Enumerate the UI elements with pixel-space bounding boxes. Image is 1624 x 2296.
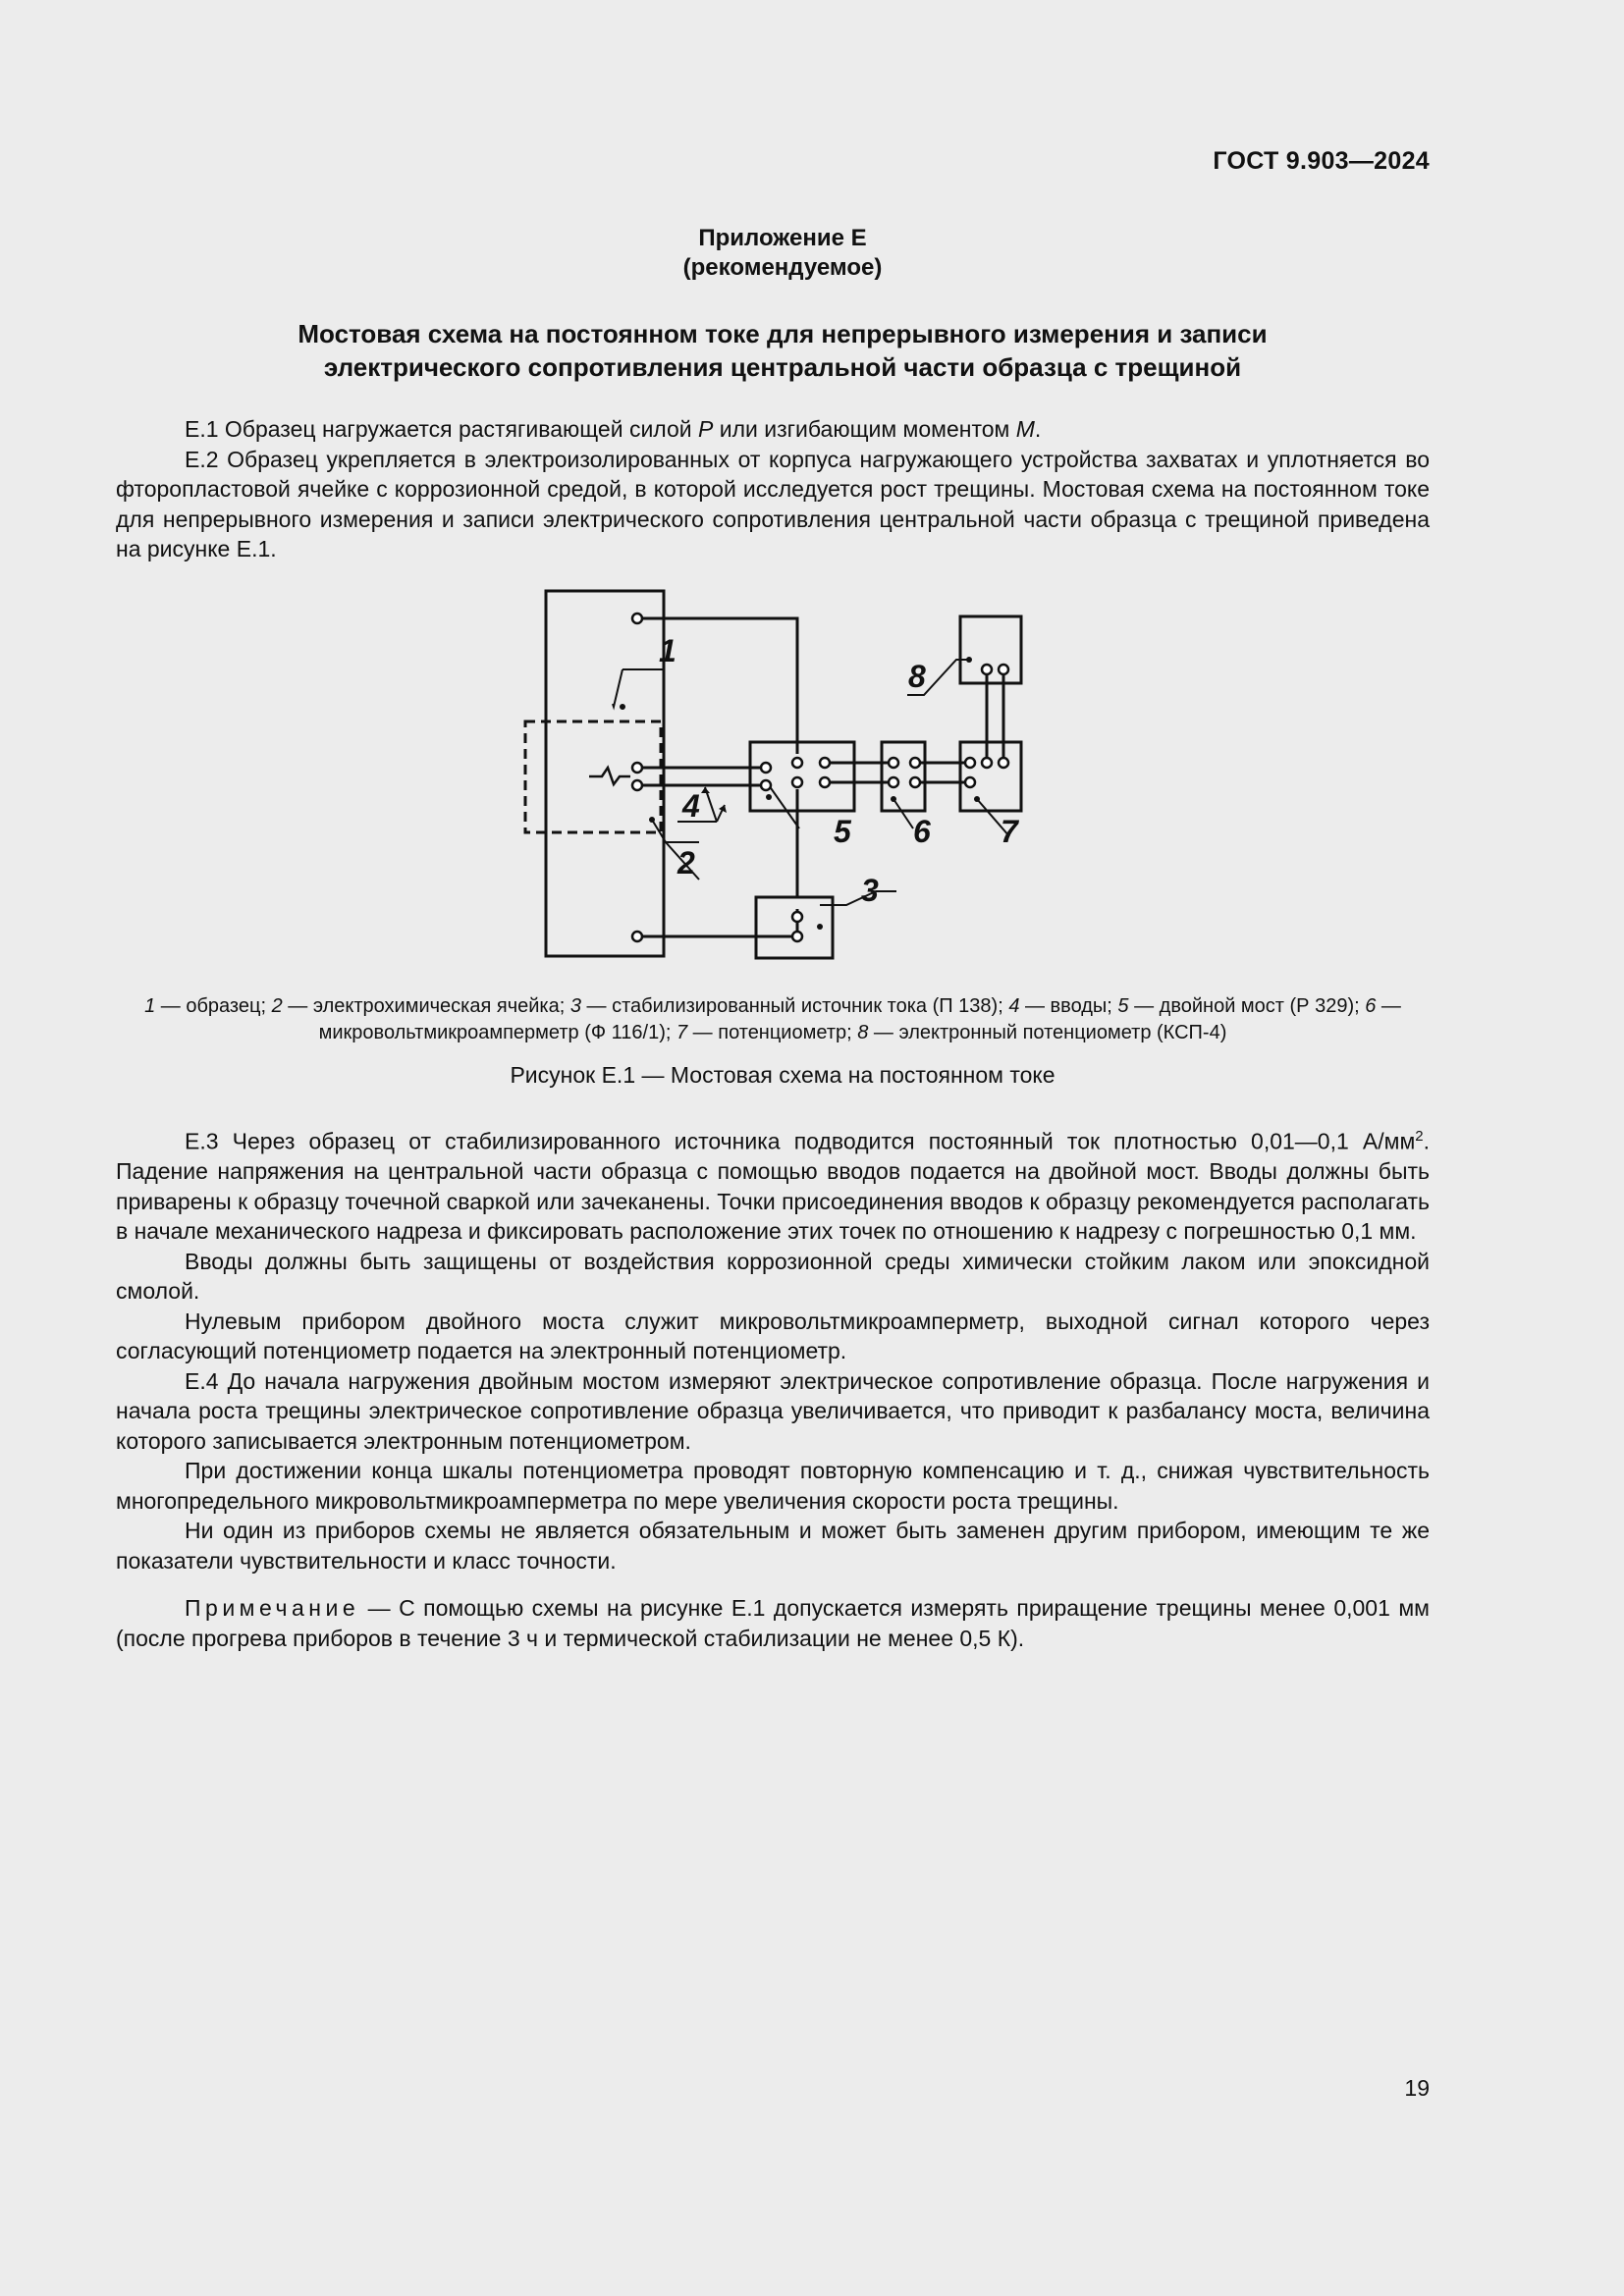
- legend-num: 6: [1365, 995, 1377, 1017]
- e1-text-mid: или изгибающим моментом: [713, 416, 1016, 442]
- label-3: 3: [861, 873, 879, 908]
- e3-superscript: 2: [1415, 1128, 1424, 1145]
- figure-caption: Рисунок Е.1 — Мостовая схема на постоянном токе: [510, 1062, 1056, 1088]
- standard-code: ГОСТ 9.903—2024: [1213, 147, 1430, 175]
- legend-num: 8: [857, 1022, 869, 1043]
- legend-num: 3: [569, 995, 581, 1017]
- page-number: 19: [1404, 2075, 1430, 2101]
- legend-text: — стабилизированный источник тока (П 138);: [580, 995, 1009, 1017]
- paragraph-compensation: При достижении конца шкалы потенциометра проводят повторную компенсацию и т. д., снижая чувствительность многопредельного микровольтмикроамперметра по мере увеличения скорости роста трещины.: [116, 1458, 1430, 1514]
- appendix-status: (рекомендуемое): [682, 254, 883, 281]
- e1-text: Е.1 Образец нагружается растягивающей силой: [185, 416, 699, 442]
- label-1: 1: [659, 633, 677, 668]
- legend-num: 4: [1008, 995, 1020, 1017]
- paragraph-e3: [116, 1122, 1430, 1247]
- paragraph-null-device: Нулевым прибором двойного моста служит микровольтмикроамперметр, выходной сигнал которого через согласующий потенциометр подается на электронный потенциометр.: [116, 1308, 1430, 1364]
- legend-text: — электронный потенциометр (КСП-4): [868, 1022, 1227, 1043]
- label-4: 4: [682, 788, 700, 824]
- e3-text: Е.3 Через образец от стабилизированного источника подводится постоянный ток плотностью 0,01—0,1 А/мм: [185, 1128, 1416, 1154]
- label-8: 8: [908, 659, 926, 694]
- legend-num: 5: [1117, 995, 1129, 1017]
- section-title-line-2: электрического сопротивления центральной части образца с трещиной: [323, 352, 1242, 382]
- legend-text: — образец;: [155, 995, 272, 1017]
- appendix-heading: [0, 224, 1565, 283]
- figure-legend: [116, 993, 1430, 1046]
- legend-num: 2: [271, 995, 283, 1017]
- legend-text: — микровольтмикроамперметр (Ф 116/1);: [318, 995, 1401, 1043]
- note-label: Примечание: [185, 1595, 360, 1622]
- paragraph-e2: Е.2 Образец укрепляется в электроизолированных от корпуса нагружающего устройства захватах и уплотняется во фторопластовой ячейке с коррозионной средой, в которой исследуется рост трещины. Мостовая схема на постоянном токе для непрерывного измерения и записи электрического сопротивления центральной части образца с трещиной приведена на рисунке Е.1.: [116, 446, 1430, 561]
- label-5: 5: [834, 814, 851, 849]
- section-title-line-1: Мостовая схема на постоянном токе для непрерывного измерения и записи: [298, 319, 1268, 348]
- intro-text: [116, 414, 1430, 564]
- note-text: — С помощью схемы на рисунке Е.1 допускается измерять приращение трещины менее 0,001 мм (после прогрева приборов в течение 3 ч и термической стабилизации не менее 0,5 К).: [116, 1595, 1430, 1651]
- note: [116, 1593, 1430, 1653]
- terminals: [632, 614, 1008, 941]
- double-bridge-box: [750, 742, 854, 811]
- legend-text: — электрохимическая ячейка;: [282, 995, 570, 1017]
- input-arrows: [701, 787, 727, 813]
- paragraph-e4: Е.4 До начала нагружения двойным мостом измеряют электрическое сопротивление образца. После нагружения и начала роста трещины электрическое сопротивление образца увеличивается, что приводит к разбалансу моста, величина которого записывается электронным потенциометром.: [116, 1367, 1430, 1454]
- label-6: 6: [913, 814, 931, 849]
- paragraph-protection: Вводы должны быть защищены от воздействия коррозионной среды химически стойким лаком или эпоксидной смолой.: [116, 1248, 1430, 1305]
- appendix-title: Приложение Е: [698, 225, 867, 251]
- paragraph-e1: [116, 414, 1430, 445]
- e1-text-end: .: [1034, 416, 1042, 442]
- e1-force-symbol: P: [698, 416, 714, 442]
- microvoltmeter-box: [882, 742, 925, 811]
- legend-text: — потенциометр;: [687, 1022, 858, 1043]
- body-text: [116, 1122, 1430, 1653]
- figure-labels: [659, 633, 1020, 908]
- section-title: [0, 317, 1565, 384]
- legend-num: 1: [144, 995, 156, 1017]
- label-7: 7: [1001, 814, 1018, 849]
- legend-text: — двойной мост (Р 329);: [1128, 995, 1366, 1017]
- legend-text: — вводы;: [1019, 995, 1118, 1017]
- label-2: 2: [677, 845, 695, 881]
- paragraph-devices: Ни один из приборов схемы не является обязательным и может быть заменен другим прибором, имеющим те же показатели чувствительности и класс точности.: [116, 1518, 1430, 1574]
- legend-num: 7: [677, 1022, 688, 1043]
- e1-moment-symbol: M: [1015, 416, 1035, 442]
- e3-text-tail: . Падение напряжения на центральной части образца с помощью вводов подается на двойной мост. Вводы должны быть приварены к образцу точечной сваркой или зачеканены. Точки присоединения вводов к образцу рекомендуется располагать в начале механического надреза и фиксировать расположение этих точек по отношению к надрезу с погрешностью 0,1 мм.: [116, 1128, 1430, 1245]
- bridge-circuit-figure: [520, 581, 1041, 984]
